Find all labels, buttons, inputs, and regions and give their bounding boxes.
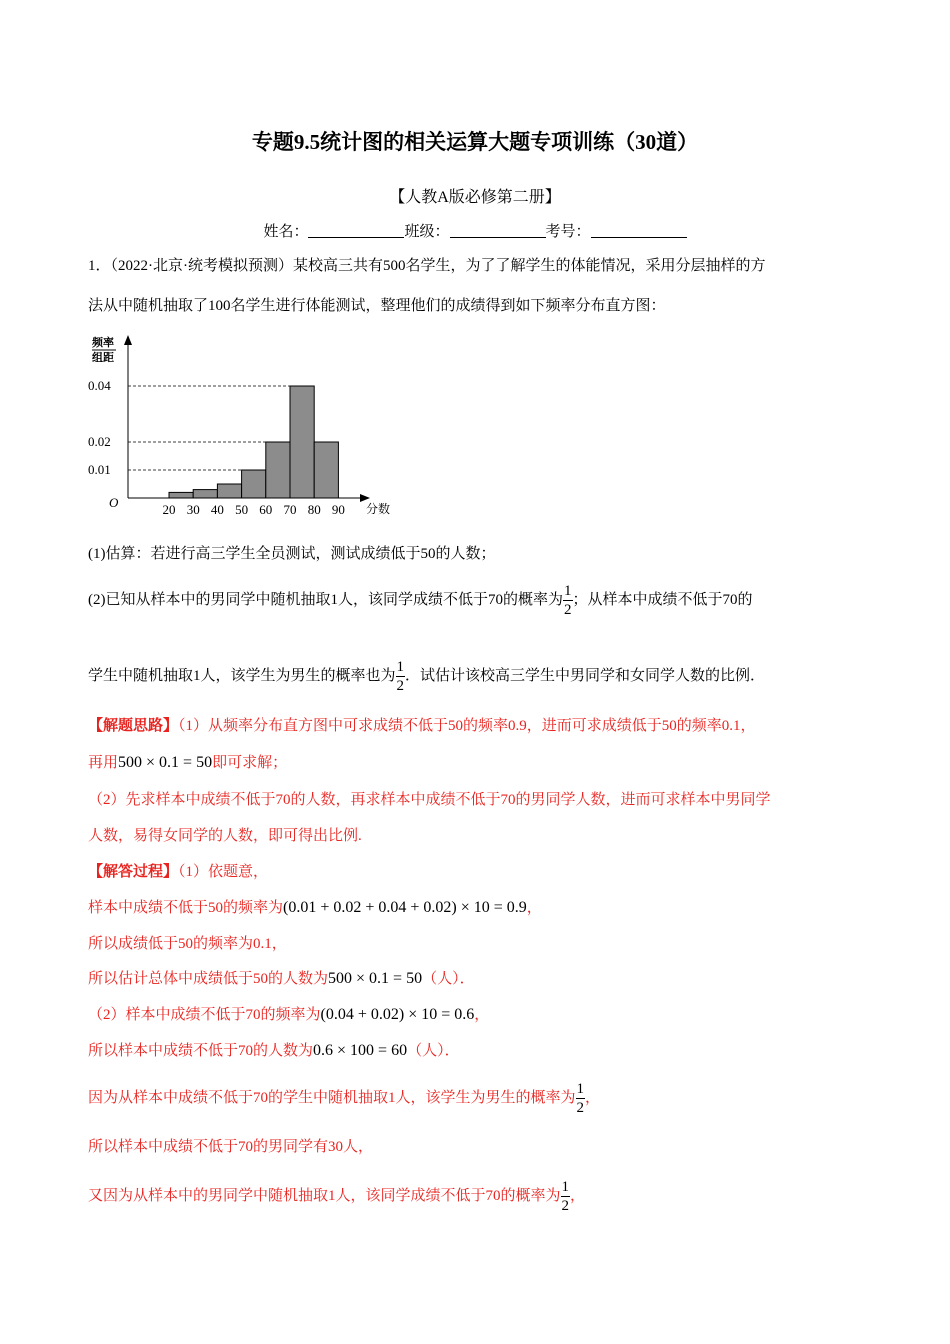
solution-line-7 [88,1078,600,1118]
solution-text: （人）． [422,971,475,987]
analysis-text-1: （1）从频率分布直方图中可求成绩不低于50的频率0.9，进而可求成绩低于50的频率0.1， [178,718,756,734]
solution-line-9 [88,1176,585,1216]
fraction-numerator: 1 [396,659,405,676]
y-tick-0.04: 0.04 [88,378,111,393]
solution-math: (0.04 + 0.02) × 10 = 0.6 [320,1006,475,1023]
bar-60-70 [266,442,290,498]
solution-line-6 [88,1041,460,1061]
class-blank[interactable] [450,222,546,238]
solution-math: (0.01 + 0.02 + 0.04 + 0.02) × 10 = 0.9 [283,899,527,916]
solution-label: 【解答过程】 [88,864,179,880]
solution-text: （人）． [407,1043,460,1059]
analysis-line-4: 人数，易得女同学的人数，即可得出比例. [88,828,362,844]
x-tick-60: 60 [259,502,273,517]
exam-label: 考号： [545,224,591,240]
bar-40-50 [217,484,241,498]
x-tick-50: 50 [235,502,249,517]
problem-line-1: 1．（2022·北京·统考模拟预测）某校高三共有500名学生，为了了解学生的体能情况，采用分层抽样的方 [88,258,766,274]
problem-line-2: 法从中随机抽取了100名学生进行体能测试，整理他们的成绩得到如下频率分布直方图： [88,298,666,314]
analysis-math: 500 × 0.1 = 50 [118,754,213,771]
solution-math: 500 × 0.1 = 50 [328,970,423,987]
solution-head: （1）依题意， [178,864,269,880]
solution-text: （2）样本中成绩不低于70的频率为 [88,1007,321,1023]
x-tick-90: 90 [331,502,345,517]
q2-text-a: (2)已知从样本中的男同学中随机抽取1人，该同学成绩不低于70的概率为 [88,592,563,608]
y-axis-arrow [124,335,132,345]
x-tick-80: 80 [307,502,321,517]
fraction-numerator: 1 [561,1179,570,1196]
student-info-fields [0,220,950,241]
fraction-half [561,1178,571,1215]
frequency-histogram [80,330,410,525]
solution-text: 所以估计总体中成绩低于50的人数为 [88,971,329,987]
x-tick-70: 70 [283,502,297,517]
solution-line-3: 所以成绩低于50的频率为0.1， [88,936,287,952]
solution-math: 0.6 × 100 = 60 [313,1042,408,1059]
page-subtitle: 【人教A版必修第二册】 [389,189,561,206]
solution-text: ， [474,1007,490,1023]
solution-text: 又因为从样本中的男同学中随机抽取1人，该同学成绩不低于70的概率为 [88,1188,561,1204]
x-tick-30: 30 [186,502,200,517]
analysis-text-2a: 再用 [88,755,119,771]
analysis-line-2 [88,753,287,773]
bar-20-30 [169,492,193,498]
solution-text: 样本中成绩不低于50的频率为 [88,900,284,916]
fraction-denominator: 2 [576,1100,585,1117]
page-title: 专题9.5统计图的相关运算大题专项训练（30道） [251,130,699,154]
question-2-line-1 [88,580,753,620]
analysis-line-1 [88,716,756,736]
solution-text: 因为从样本中成绩不低于70的学生中随机抽取1人，该学生为男生的概率为 [88,1090,576,1106]
solution-text: 所以样本中成绩不低于70的人数为 [88,1043,314,1059]
solution-line-5 [88,1005,489,1025]
q2-text-c: 学生中随机抽取1人，该学生为男生的概率也为 [88,668,396,684]
solution-line-2 [88,898,542,918]
q2-text-d: ．试估计该校高三学生中男同学和女同学人数的比例． [405,668,766,684]
fraction-denominator: 2 [564,602,572,619]
analysis-text-2b: 即可求解； [212,755,288,771]
fraction-half [563,582,573,619]
fraction-numerator: 1 [564,583,572,600]
fraction-half [396,658,406,695]
exam-blank[interactable] [591,222,687,238]
bar-50-60 [242,470,266,498]
question-1: (1)估算：若进行高三学生全员测试，测试成绩低于50的人数； [88,546,496,562]
class-label: 班级： [404,224,450,240]
analysis-line-3: （2）先求样本中成绩不低于70的人数，再求样本中成绩不低于70的男同学人数，进而可求样本中男同学 [88,792,771,808]
x-axis-label: 分数 [366,502,391,516]
fraction-numerator: 1 [576,1081,585,1098]
solution-line-1 [88,862,268,882]
solution-text: ， [570,1188,586,1204]
x-tick-20: 20 [162,502,176,517]
bar-80-90 [314,442,338,498]
x-axis-arrow [360,494,370,502]
solution-line-8: 所以样本中成绩不低于70的男同学有30人， [88,1139,374,1155]
fraction-denominator: 2 [561,1198,570,1215]
q2-text-b: ；从样本中成绩不低于70的 [572,592,753,608]
solution-line-4 [88,969,475,989]
y-tick-0.02: 0.02 [88,434,111,449]
analysis-label: 【解题思路】 [88,718,179,734]
bar-70-80 [290,386,314,498]
solution-text: ， [526,900,542,916]
fraction-denominator: 2 [396,678,405,695]
bar-30-40 [193,490,217,498]
question-2-line-2 [88,656,765,696]
x-tick-40: 40 [210,502,224,517]
y-label-bottom: 组距 [92,352,114,364]
solution-text: ， [585,1090,601,1106]
name-blank[interactable] [308,222,404,238]
y-tick-0.01: 0.01 [88,462,111,477]
y-label-top: 频率 [92,337,114,349]
name-label: 姓名： [263,224,309,240]
fraction-half [576,1080,586,1117]
origin-label: O [109,495,119,510]
